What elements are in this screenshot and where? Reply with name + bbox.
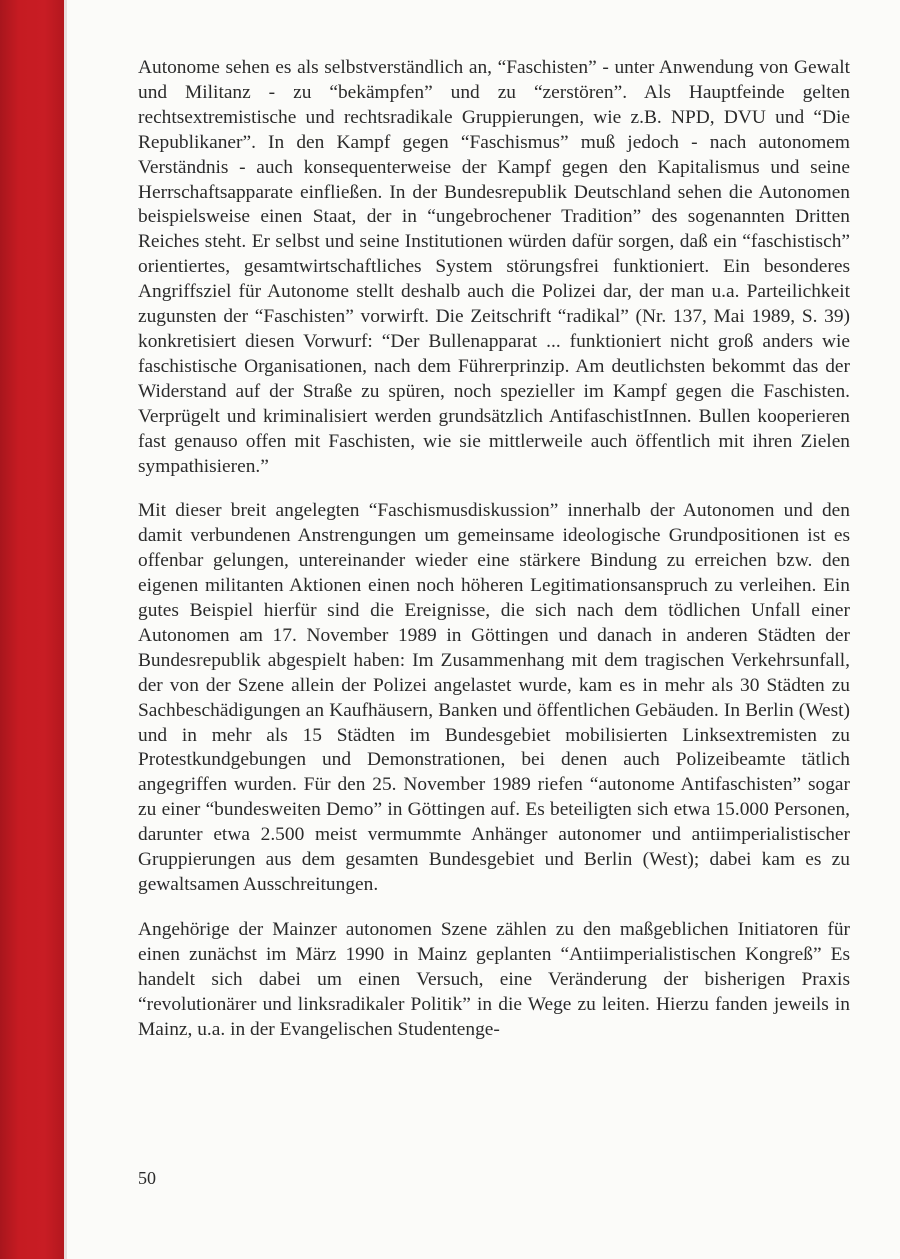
paragraph-3: Angehörige der Mainzer autonomen Szene zählen zu den maßgeblichen Initiatoren für einen zunächst im März 1990 in Mainz geplanten “Antiimperialistischen Kongreß” Es handelt sich dabei um einen Versuch, eine Veränderung der bisherigen Praxis “revolutionärer und linksradikaler Politik” in die Wege zu leiten. Hierzu fanden jeweils in Mainz, u.a. in der Evangelischen Studentenge-: [138, 918, 850, 1040]
margin-bar-edge: [64, 0, 67, 1259]
red-margin-bar: [0, 0, 64, 1259]
page-number: 50: [138, 1168, 156, 1188]
body-text: [138, 56, 850, 1062]
paragraph-1: Autonome sehen es als selbstverständlich an, “Faschisten” - unter Anwendung von Gewalt und Militanz - zu “bekämpfen” und zu “zerstören”. Als Hauptfeinde gelten rechtsextremistische und rechtsradikale Gruppierungen, wie z.B. NPD, DVU und “Die Republikaner”. In den Kampf gegen “Faschismus” muß jedoch - nach autonomem Verständnis - auch konsequenterweise der Kampf gegen den Kapitalismus und seine Herrschaftsapparate einfließen. In der Bundesrepublik Deutschland sehen die Autonomen beispielsweise einen Staat, der in “ungebrochener Tradition” des sogenannten Dritten Reiches steht. Er selbst und seine Institutionen würden dafür sorgen, daß ein “faschistisch” orientiertes, gesamtwirtschaftliches System störungsfrei funktioniert. Ein besonderes Angriffsziel für Autonome stellt deshalb auch die Polizei dar, der man u.a. Parteilichkeit zugunsten der “Faschisten” vorwirft. Die Zeitschrift “radikal” (Nr. 137, Mai 1989, S. 39) konkretisiert diesen Vorwurf: “Der Bullenapparat ... funktioniert nicht groß anders wie faschistische Organisationen, nach dem Führerprinzip. Am deutlichsten bekommt das der Widerstand auf der Straße zu spüren, noch spezieller im Kampf gegen die Faschisten. Verprügelt und kriminalisiert werden grundsätzlich AntifaschistInnen. Bullen kooperieren fast genauso offen mit Faschisten, wie sie mittlerweile auch öffentlich mit ihren Zielen sympathisieren.”: [138, 57, 850, 477]
paragraph-2: Mit dieser breit angelegten “Faschismusdiskussion” innerhalb der Autonomen und den damit verbundenen Anstrengungen um gemeinsame ideologische Grundpositionen ist es offenbar gelungen, untereinander wieder eine stärkere Bindung zu erreichen bzw. den eigenen militanten Aktionen einen noch höheren Legitimationsanspruch zu verleihen. Ein gutes Beispiel hierfür sind die Ereignisse, die sich nach dem tödlichen Unfall einer Autonomen am 17. November 1989 in Göttingen und danach in anderen Städten der Bundesrepublik abgespielt haben: Im Zusammenhang mit dem tragischen Verkehrsunfall, der von der Szene allein der Polizei angelastet wurde, kam es in mehr als 30 Städten zu Sachbeschädigungen an Kaufhäusern, Banken und öffentlichen Gebäuden. In Berlin (West) und in mehr als 15 Städten im Bundesgebiet mobilisierten Linksextremisten zu Protestkundgebungen und Demonstrationen, bei denen auch Polizeibeamte tätlich angegriffen wurden. Für den 25. November 1989 riefen “autonome Antifaschisten” sogar zu einer “bundesweiten Demo” in Göttingen auf. Es beteiligten sich etwa 15.000 Personen, darunter etwa 2.500 meist vermummte Anhänger autonomer und antiimperialistischer Gruppierungen aus dem gesamten Bundesgebiet und Berlin (West); dabei kam es zu gewaltsamen Ausschreitungen.: [138, 500, 850, 895]
